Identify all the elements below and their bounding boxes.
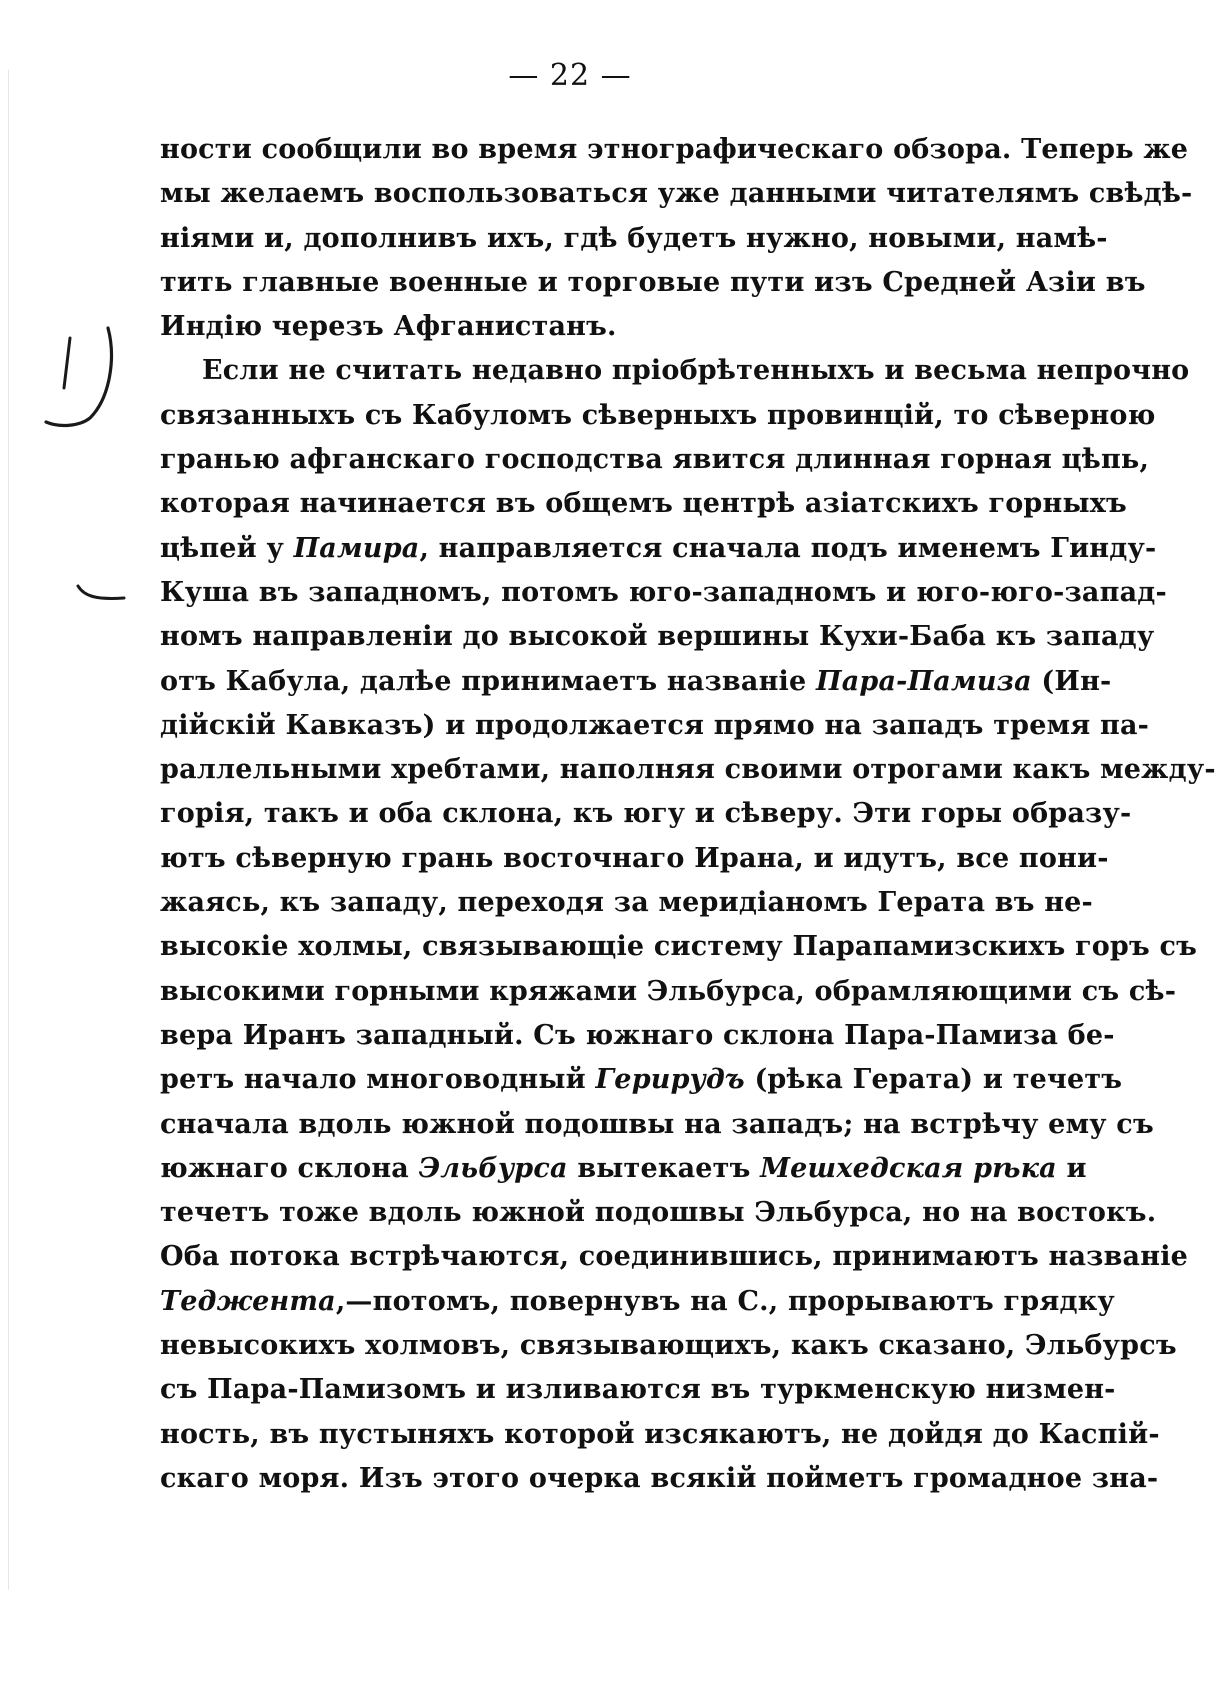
text-line: связанныхъ съ Кабуломъ сѣверныхъ провинцій, то сѣверною (160, 399, 1156, 431)
text-line: высокими горными кряжами Эльбурса, обрамляющими съ сѣ- (160, 975, 1177, 1007)
text-line: Куша въ западномъ, потомъ юго-западномъ и юго-юго-запад- (160, 576, 1167, 608)
text-run: , направляется сначала подъ именемъ Гинду- (419, 532, 1157, 564)
text-line (160, 1280, 1115, 1324)
italic-place-name: Эльбурса (418, 1152, 568, 1184)
text-line: съ Пара-Памизомъ и изливаются въ туркменскую низмен- (160, 1374, 1116, 1406)
handwritten-dash-icon (72, 578, 132, 608)
italic-place-name: Памира (293, 532, 420, 564)
italic-place-name: Пара-Памиза (815, 665, 1032, 697)
italic-place-name: Герирудъ (595, 1064, 745, 1096)
text-line: мы желаемъ воспользоваться уже данными читателямъ свѣдѣ- (160, 178, 1193, 210)
text-run: ,—потомъ, повернувъ на С., прорываютъ грядку (335, 1285, 1115, 1317)
text-line: тить главные военные и торговые пути изъ Средней Азіи въ (160, 266, 1146, 298)
text-run: (Ин- (1031, 665, 1112, 697)
text-line: высокіе холмы, связывающіе систему Парапамизскихъ горъ съ (160, 931, 1198, 963)
text-line: гранью афганскаго господства явится длинная горная цѣпь, (160, 444, 1150, 476)
text-line: жаясь, къ западу, переходя за меридіаномъ Герата въ не- (160, 887, 1093, 919)
text-run: и (1056, 1152, 1087, 1184)
text-run: цѣпей у (160, 532, 294, 564)
text-line: ніями и, дополнивъ ихъ, гдѣ будетъ нужно, новыми, намѣ- (160, 222, 1108, 254)
text-line (160, 1058, 1123, 1102)
text-line: горія, такъ и оба склона, къ югу и сѣверу. Эти горы образу- (160, 798, 1132, 830)
text-line: которая начинается въ общемъ центрѣ азіатскихъ горныхъ (160, 488, 1127, 520)
scan-edge-line (8, 70, 9, 1590)
text-line: скаго моря. Изъ этого очерка всякій пойметъ громадное зна- (160, 1462, 1159, 1494)
text-line: ность, въ пустыняхъ которой изсякаютъ, не дойдя до Каспій- (160, 1418, 1160, 1450)
text-line (160, 660, 1112, 704)
text-line (160, 527, 1157, 571)
text-line: ности сообщили во время этнографическаго обзора. Теперь же (160, 134, 1189, 165)
text-line: Если не считать недавно пріобрѣтенныхъ и весьма непрочно (202, 355, 1190, 387)
page-number: — 22 — (508, 58, 632, 93)
text-line: Индію черезъ Афганистанъ. (160, 311, 617, 343)
italic-place-name: Теджента (160, 1285, 336, 1317)
text-line: ютъ сѣверную грань восточнаго Ирана, и идутъ, все пони- (160, 842, 1109, 874)
text-run: ретъ начало многоводный (160, 1064, 596, 1096)
text-run: южнаго склона (160, 1152, 419, 1184)
text-line: дійскій Кавказъ) и продолжается прямо на западъ тремя па- (160, 709, 1150, 741)
text-line: Оба потока встрѣчаются, соединившись, принимаютъ названіе (160, 1241, 1189, 1273)
text-line: раллельными хребтами, наполняя своими отрогами какъ между- (160, 754, 1216, 786)
text-run: (рѣка Герата) и течетъ (744, 1064, 1123, 1096)
body-text (160, 128, 1216, 1501)
text-line: течетъ тоже вдоль южной подошвы Эльбурса, но на востокъ. (160, 1197, 1157, 1229)
text-line: невысокихъ холмовъ, связывающихъ, какъ сказано, Эльбурсъ (160, 1330, 1177, 1362)
italic-place-name: Мешхедская рѣка (760, 1152, 1057, 1184)
handwritten-bracket-icon (40, 318, 130, 438)
text-line: сначала вдоль южной подошвы на западъ; на встрѣчу ему съ (160, 1108, 1154, 1140)
text-run: вытекаетъ (567, 1152, 761, 1184)
text-line (160, 1147, 1087, 1191)
text-line: номъ направленіи до высокой вершины Кухи-Баба къ западу (160, 621, 1155, 653)
text-run: отъ Кабула, далѣе принимаетъ названіе (160, 665, 816, 697)
text-line: вера Иранъ западный. Съ южнаго склона Пара-Памиза бе- (160, 1019, 1115, 1051)
